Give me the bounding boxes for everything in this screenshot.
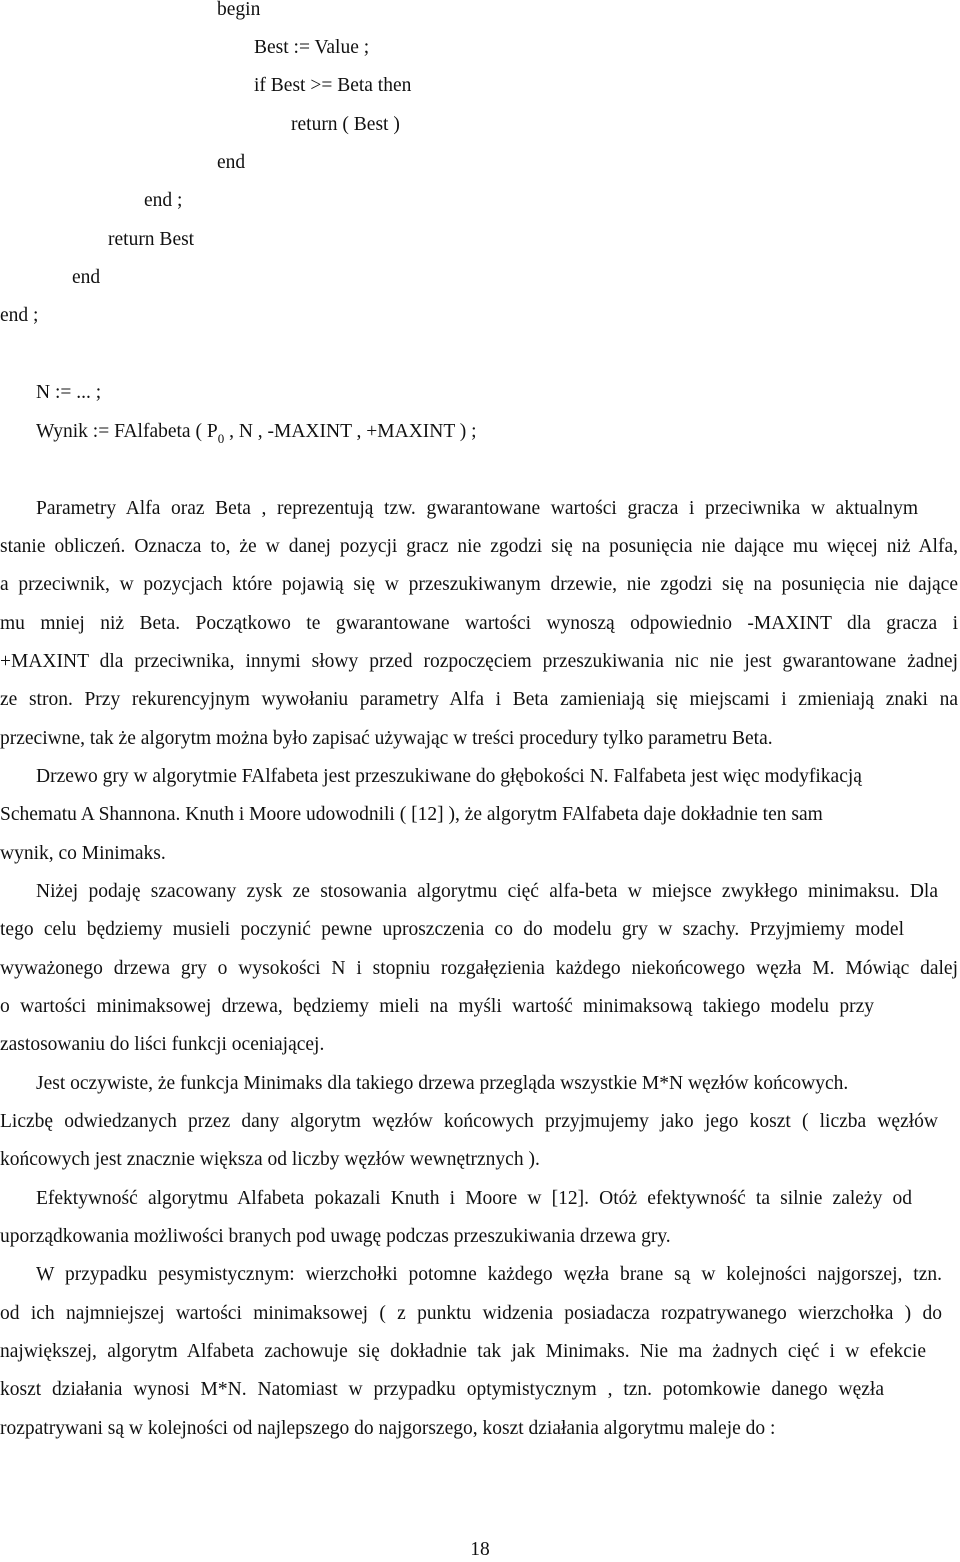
text-line: przeciwne, tak że algorytm można było zapisać używając w treści procedury tylko parametru Beta. <box>0 728 773 749</box>
text-line: zastosowaniu do liści funkcji oceniającej. <box>0 1034 325 1055</box>
text-line: stanie obliczeń. Oznacza to, że w danej pozycji gracz nie zgodzi się na posunięcia nie dające mu więcej niż Alfa, <box>0 536 958 557</box>
text-line: największej, algorytm Alfabeta zachowuje się dokładnie tak jak Minimaks. Nie ma żadnych cięć i w efekcie <box>0 1341 926 1362</box>
code-line-assign-best: Best := Value ; <box>254 37 370 58</box>
text-line: mu mniej niż Beta. Początkowo te gwarantowane wartości wynoszą odpowiednio -MAXINT dla gracza i <box>0 613 958 634</box>
code-line-end-function: end ; <box>0 305 39 326</box>
text-line: o wartości minimaksowej drzewa, będziemy mieli na myśli wartość minimaksową takiego modelu przy <box>0 996 874 1017</box>
text-line: Jest oczywiste, że funkcja Minimaks dla takiego drzewa przegląda wszystkie M*N węzłów końcowych. <box>36 1073 849 1094</box>
text-line: wynik, co Minimaks. <box>0 843 166 864</box>
wynik-call-args: , N , -MAXINT , +MAXINT ) ; <box>224 421 477 442</box>
code-line-return-best: return Best <box>108 229 195 250</box>
code-line-wynik-call <box>36 420 477 445</box>
code-line-if-best: if Best >= Beta then <box>254 75 412 96</box>
text-line: Schematu A Shannona. Knuth i Moore udowodnili ( [12] ), że algorytm FAlfabeta daje dokładnie ten sam <box>0 804 823 825</box>
text-line: wyważonego drzewa gry o wysokości N i stopniu rozgałęzienia każdego niekońcowego węzła M. Mówiąc dalej <box>0 958 958 979</box>
text-line: a przeciwnik, w pozycjach które pojawią się w przeszukiwanym drzewie, nie zgodzi się na posunięcia nie dające <box>0 574 958 595</box>
code-line-n-assign: N := ... ; <box>36 382 102 403</box>
code-line-return-best-paren: return ( Best ) <box>291 114 400 135</box>
code-line-begin: begin <box>217 0 261 20</box>
subscript-zero: 0 <box>217 431 225 446</box>
text-line: tego celu będziemy musieli poczynić pewne uproszczenia co do modelu gry w szachy. Przyjmiemy model <box>0 919 904 940</box>
code-line-end-outer: end <box>72 267 101 288</box>
wynik-call-prefix: Wynik := FAlfabeta ( P <box>36 421 218 442</box>
text-line: ze stron. Przy rekurencyjnym wywołaniu parametry Alfa i Beta zamieniają się miejscami i zmieniają znaki na <box>0 689 958 710</box>
text-line: od ich najmniejszej wartości minimaksowej ( z punktu widzenia posiadacza rozpatrywanego wierzchołka ) do <box>0 1303 942 1324</box>
text-line: końcowych jest znacznie większa od liczby węzłów wewnętrznych ). <box>0 1149 540 1170</box>
text-line: Parametry Alfa oraz Beta , reprezentują tzw. gwarantowane wartości gracza i przeciwnika w aktualnym <box>36 498 918 519</box>
text-line: Efektywność algorytmu Alfabeta pokazali Knuth i Moore w [12]. Otóż efektywność ta silnie zależy od <box>36 1188 912 1209</box>
text-line: W przypadku pesymistycznym: wierzchołki potomne każdego węzła brane są w kolejności najgorszej, tzn. <box>36 1264 942 1285</box>
text-line: Drzewo gry w algorytmie FAlfabeta jest przeszukiwane do głębokości N. Falfabeta jest więc modyfikacją <box>36 766 862 787</box>
text-line: koszt działania wynosi M*N. Natomiast w przypadku optymistycznym , tzn. potomkowie danego węzła <box>0 1379 884 1400</box>
code-line-end-semicolon: end ; <box>144 190 183 211</box>
text-line: +MAXINT dla przeciwnika, innymi słowy przed rozpoczęciem przeszukiwania nic nie jest gwarantowane żadnej <box>0 651 958 672</box>
page-number: 18 <box>470 1539 490 1560</box>
text-line: uporządkowania możliwości branych pod uwagę podczas przeszukiwania drzewa gry. <box>0 1226 671 1247</box>
text-line: Niżej podaję szacowany zysk ze stosowania algorytmu cięć alfa-beta w miejsce zwykłego minimaksu. Dla <box>36 881 938 902</box>
code-line-end: end <box>217 152 246 173</box>
text-line: Liczbę odwiedzanych przez dany algorytm węzłów końcowych przyjmujemy jako jego koszt ( liczba węzłów <box>0 1111 938 1132</box>
text-line: rozpatrywani są w kolejności od najlepszego do najgorszego, koszt działania algorytmu maleje do : <box>0 1418 776 1439</box>
